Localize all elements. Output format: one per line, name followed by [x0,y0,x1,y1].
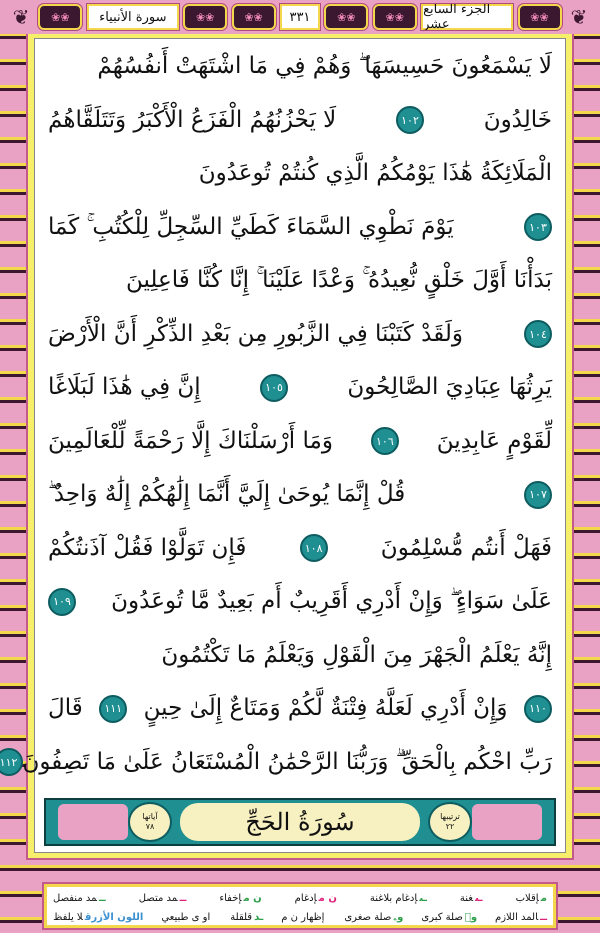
verse-text: عَلَىٰ سَوَاءٍ ۖ وَإِنْ أَدْرِي أَقَرِيبٌ أَم بَعِيدٌ مَّا تُوعَدُونَ [111,588,552,614]
verse-text: يَرِثُهَا عِبَادِيَ الصَّالِحُونَ [347,374,552,400]
legend-swatch: وۧ [464,912,478,923]
legend-row [53,889,547,908]
legend-swatch: م [540,893,547,904]
legend-label: مد متصل [138,893,178,904]
verse-text: يَوْمَ نَطْوِي السَّمَاءَ كَطَيِّ السِّجِلِّ لِلْكُتُبِ ۚ كَمَا [48,213,454,240]
legend-label: قلقلة [230,912,253,923]
text-line [48,682,552,736]
ornament-icon [324,4,368,30]
text-line [48,201,552,255]
verse-text: لَا يَحْزُنُهُمُ الْفَزَعُ الْأَكْبَرُ وَتَتَلَقَّاهُمُ [48,106,337,133]
legend-item [230,908,263,927]
surah-banner [44,798,556,846]
legend-swatch: ــ [98,893,106,904]
text-line [48,254,552,308]
legend-swatch: ـں [419,893,427,904]
legend-swatch: وۦ [393,912,404,923]
surah-order [428,802,472,842]
verses-label: آياتها [142,812,158,821]
corner-ornament-icon: ❦ [570,5,588,29]
legend-label: إخفاء [219,893,242,904]
verse-text: إِنَّهُ يَعْلَمُ الْجَهْرَ مِنَ الْقَوْلِ وَيَعْلَمُ مَا تَكْتُمُونَ [161,641,552,668]
verse-text: قَالَ [48,695,83,721]
legend-label: مد منفصل [53,893,97,904]
verse-number-marker: ١٠٥ [260,374,288,402]
banner-ornament-icon [472,804,542,840]
ornament-icon [183,4,227,30]
surah-verses-count [128,802,172,842]
verse-text: وَإِنْ أَدْرِي لَعَلَّهُ فِتْنَةٌ لَّكُمْ وَمَتَاعٌ إِلَىٰ حِينٍ [143,695,508,721]
order-value: ٢٢ [445,822,455,831]
legend-item [53,908,143,927]
order-label: ترتيبها [440,812,460,821]
legend-item [344,908,403,927]
banner-ornament-icon [58,804,128,840]
ornament-icon [373,4,417,30]
text-line [48,629,552,683]
verse-number-marker: ١٠٢ [396,106,424,134]
verse-text: رَبِّ احْكُم بِالْحَقِّ ۗ وَرَبُّنَا الرَّحْمَٰنُ الْمُسْتَعَانُ عَلَىٰ مَا تَصِفُونَ [22,748,552,775]
ornament-icon [38,4,82,30]
legend-label: او ى طبيعي [161,912,211,923]
ornament-icon [232,4,276,30]
ornament-icon [518,4,562,30]
page-number: ٣٣١ [280,4,320,30]
verse-text: قُلْ إِنَّمَا يُوحَىٰ إِلَيَّ أَنَّمَا إِلَٰهُكُمْ إِلَٰهٌ وَاحِدٌ ۖ [48,481,406,507]
text-line [0,736,552,790]
verse-text: فَإِن تَوَلَّوْا فَقُلْ آذَنتُكُمْ [48,534,247,561]
legend-swatch: اللون الأزرق [84,912,144,923]
legend-label: إدغام بلاغنة [369,893,418,904]
surah-name: سُورَةُ الحَجِّ [180,803,420,841]
verse-text: خَالِدُونَ [483,106,552,133]
legend-swatch: ــ [179,893,187,904]
legend-item [516,889,547,908]
text-line [48,94,552,148]
legend-label: إدغام [294,893,317,904]
legend-swatch: ن م [318,893,337,904]
header-bar [0,0,600,34]
legend-label: غنة [459,893,474,904]
verse-text: فَهَلْ أَنتُم مُّسْلِمُونَ [380,534,552,561]
surah-title: سورة الأنبياء [87,4,179,30]
verse-number-marker: ١٠٧ [524,481,552,509]
legend-item [219,889,261,908]
legend-item [281,908,326,927]
legend-row [53,908,547,927]
verse-number-marker: ١١٠ [524,695,552,723]
verse-number-marker: ١٠٨ [300,534,328,562]
legend-label: صلة كبرى [421,912,463,923]
text-line [48,468,552,522]
tajweed-legend [44,884,556,928]
legend-label: إقلاب [515,893,539,904]
legend-item [53,889,106,908]
text-line [48,308,552,362]
verse-number-marker: ١٠٣ [524,213,552,241]
quran-text [0,40,552,789]
legend-item [495,908,547,927]
verse-number-marker: ١١١ [99,695,127,723]
legend-label: لا يلفظ [53,912,83,923]
corner-ornament-icon: ❦ [12,5,30,29]
legend-swatch: ــ [540,912,547,923]
text-line [48,361,552,415]
legend-item [295,889,337,908]
legend-item [139,889,187,908]
text-line [48,147,552,201]
legend-item [421,908,477,927]
verses-value: ٧٨ [145,822,155,831]
text-line [48,40,552,94]
text-line [48,575,552,629]
legend-swatch: ـد [254,912,264,923]
verse-text: إِنَّ فِي هَٰذَا لَبَلَاغًا [48,374,201,400]
verse-number-marker: ١٠٤ [524,320,552,348]
legend-item [161,908,212,927]
juz-title: الجزء السابع عشر [421,4,513,30]
verse-number-marker: ١٠٦ [371,427,399,455]
legend-label: صلة صغرى [344,912,392,923]
verse-text: وَمَا أَرْسَلْنَاكَ إِلَّا رَحْمَةً لِّلْعَالَمِينَ [48,427,333,454]
legend-label: المد اللازم [495,912,539,923]
legend-item [370,889,427,908]
verse-text: وَلَقَدْ كَتَبْنَا فِي الزَّبُورِ مِن بَعْدِ الذِّكْرِ أَنَّ الْأَرْضَ [48,320,463,347]
verse-number-marker: ١١٢ [0,748,23,776]
text-line [48,415,552,469]
legend-swatch: ـں [475,893,483,904]
legend-item [460,889,483,908]
verse-number-marker: ١٠٩ [48,588,76,616]
verse-text: لِّقَوْمٍ عَابِدِينَ [436,427,552,454]
legend-swatch: ن م [243,893,262,904]
verse-text: لَا يَسْمَعُونَ حَسِيسَهَا ۖ وَهُمْ فِي مَا اشْتَهَتْ أَنفُسُهُمْ [97,53,552,79]
text-line [48,522,552,576]
verse-text: الْمَلَائِكَةُ هَٰذَا يَوْمُكُمُ الَّذِي كُنتُمْ تُوعَدُونَ [198,160,552,186]
verse-text: بَدَأْنَا أَوَّلَ خَلْقٍ نُّعِيدُهُ ۚ وَعْدًا عَلَيْنَا ۚ إِنَّا كُنَّا فَاعِلِينَ [125,267,552,293]
legend-label: إظهار ن م [281,912,325,923]
